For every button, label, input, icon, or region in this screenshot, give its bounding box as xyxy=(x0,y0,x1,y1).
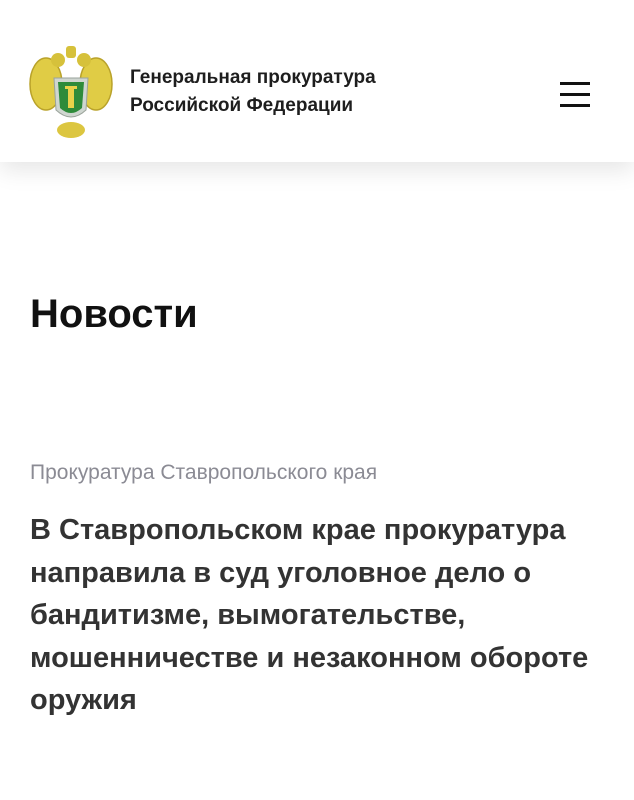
brand-line-2: Российской Федерации xyxy=(130,95,354,116)
news-source: Прокуратура Ставропольского края xyxy=(30,461,378,484)
eagle-emblem-icon[interactable] xyxy=(28,44,114,140)
news-headline-link[interactable]: В Ставропольском крае прокуратура направила в суд уголовное дело о бандитизме, вымогательстве, мошенничестве и незаконном обороте оружия xyxy=(30,514,589,716)
page-title: Новости xyxy=(30,292,198,336)
hamburger-line xyxy=(560,93,590,96)
hamburger-menu-icon xyxy=(560,82,590,85)
hamburger-line xyxy=(560,104,590,107)
brand-line-1: Генеральная прокуратура xyxy=(130,67,376,88)
site-header xyxy=(0,0,634,162)
menu-button[interactable] xyxy=(558,80,592,110)
brand-name[interactable] xyxy=(130,64,376,120)
